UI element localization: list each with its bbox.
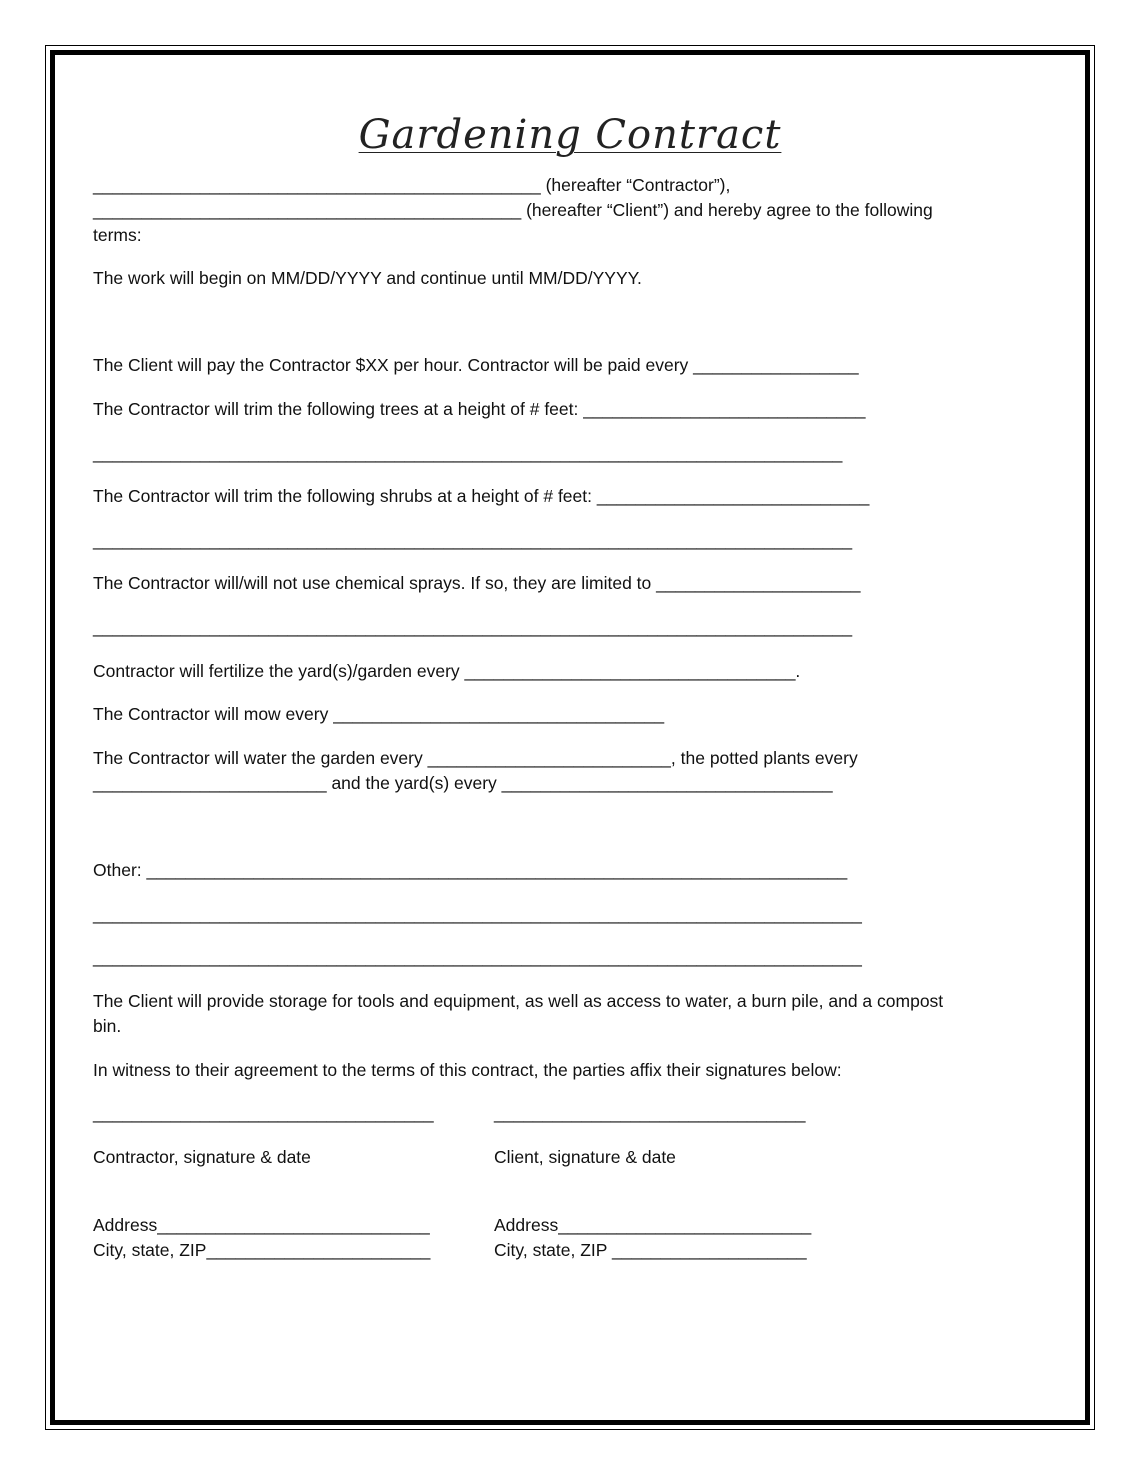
line-other-blank-2: _______________________________________________________________________________ xyxy=(93,947,862,967)
line-sprays: The Contractor will/will not use chemical sprays. If so, they are limited to _____________________ xyxy=(93,573,861,593)
line-address-client: Address__________________________ xyxy=(494,1215,812,1235)
line-parties-terms: terms: xyxy=(93,225,142,245)
line-water-2: ________________________ and the yard(s) every __________________________________ xyxy=(93,773,833,793)
line-other: Other: ________________________________________________________________________ xyxy=(93,860,848,880)
line-city-contractor: City, state, ZIP_______________________ xyxy=(93,1240,431,1260)
line-sig-line-contractor: ___________________________________ xyxy=(93,1103,434,1123)
line-sprays-blank: ______________________________________________________________________________ xyxy=(93,617,853,637)
document-title: Gardening Contract xyxy=(358,112,782,158)
line-shrubs: The Contractor will trim the following shrubs at a height of # feet: ____________________________ xyxy=(93,486,870,506)
line-city-client: City, state, ZIP ____________________ xyxy=(494,1240,807,1260)
line-storage-2: bin. xyxy=(93,1016,122,1036)
line-shrubs-blank: ______________________________________________________________________________ xyxy=(93,530,853,550)
line-trees-blank: _____________________________________________________________________________ xyxy=(93,443,843,463)
line-payment: The Client will pay the Contractor $XX per hour. Contractor will be paid every _________________ xyxy=(93,355,859,375)
line-sig-line-client: ________________________________ xyxy=(494,1103,806,1123)
line-mow: The Contractor will mow every __________________________________ xyxy=(93,704,665,724)
line-other-blank-1: _______________________________________________________________________________ xyxy=(93,904,862,924)
line-sig-label-client: Client, signature & date xyxy=(494,1147,676,1167)
line-fertilize: Contractor will fertilize the yard(s)/garden every __________________________________. xyxy=(93,661,801,681)
line-storage-1: The Client will provide storage for tools and equipment, as well as access to water, a burn pile, and a compost xyxy=(93,991,944,1011)
line-parties-contractor: ______________________________________________ (hereafter “Contractor”), xyxy=(93,175,731,195)
line-trees: The Contractor will trim the following trees at a height of # feet: _____________________________ xyxy=(93,399,866,419)
line-work-dates: The work will begin on MM/DD/YYYY and continue until MM/DD/YYYY. xyxy=(93,268,642,288)
line-sig-label-contractor: Contractor, signature & date xyxy=(93,1147,311,1167)
line-parties-client: ____________________________________________ (hereafter “Client”) and hereby agree to the following xyxy=(93,200,933,220)
line-address-contractor: Address____________________________ xyxy=(93,1215,430,1235)
line-water-1: The Contractor will water the garden every _________________________, the potted plants every xyxy=(93,748,858,768)
line-witness: In witness to their agreement to the terms of this contract, the parties affix their signatures below: xyxy=(93,1060,842,1080)
